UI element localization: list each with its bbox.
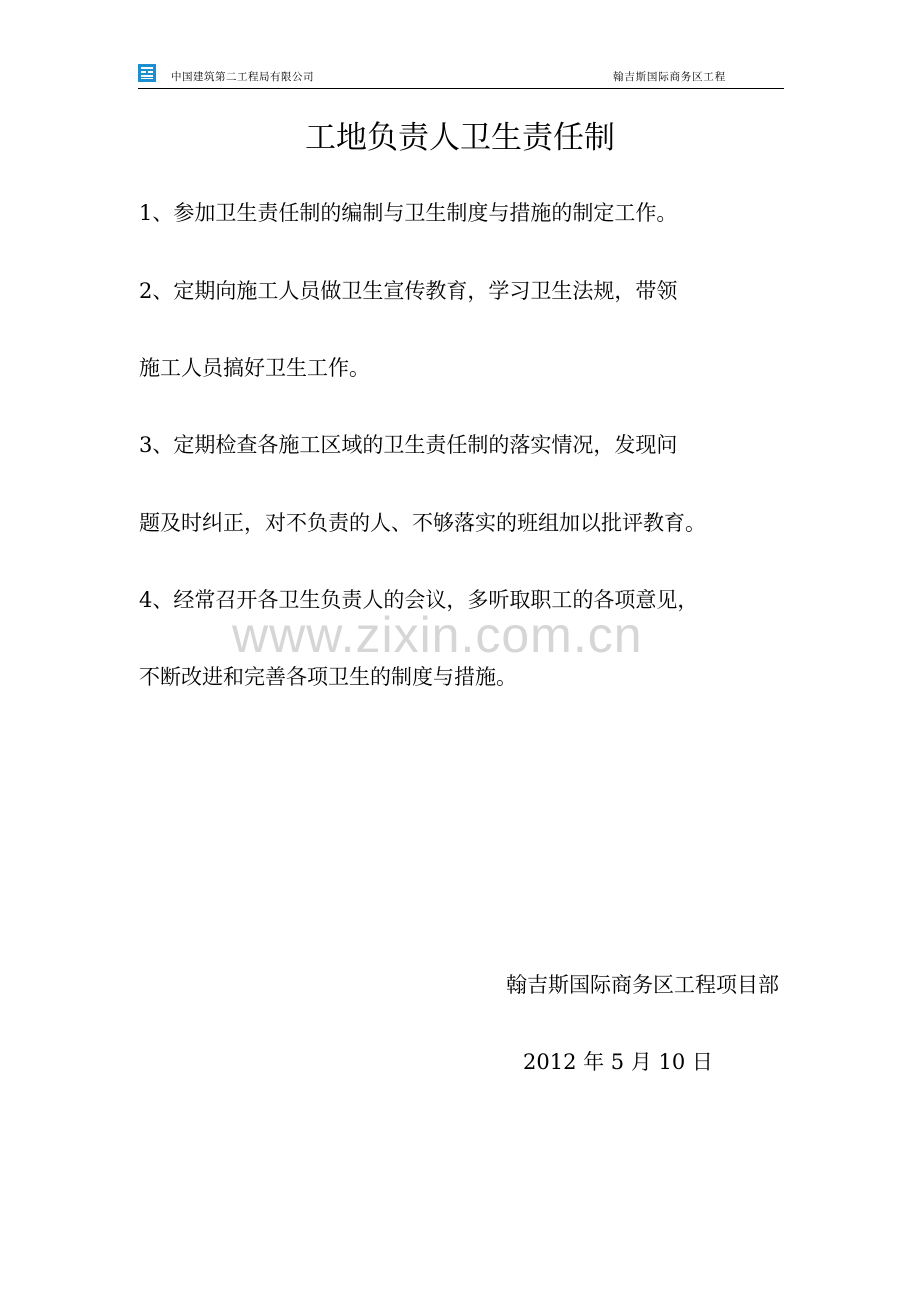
item-line [139,353,370,383]
item-number: 3 [139,433,153,457]
item-text: 、定期向施工人员做卫生宣传教育，学习卫生法规，带领 [152,279,678,303]
item-text: 、定期检查各施工区域的卫生责任制的落实情况，发现问 [152,433,678,457]
item-line [139,508,706,538]
item-line [139,662,517,692]
item-number: 2 [139,279,153,303]
item-text: 题及时纠正，对不负责的人、不够落实的班组加以批评教育。 [139,511,706,535]
item-number: 1 [139,201,153,225]
item-line [139,198,677,228]
header-project-name: 翰吉斯国际商务区工程 [613,71,726,83]
watermark: www.zixin.com.cn [232,607,643,663]
item-line [139,430,677,460]
item-text: 不断改进和完善各项卫生的制度与措施。 [139,665,517,689]
item-line [139,276,677,306]
item-text: 施工人员搞好卫生工作。 [139,356,370,380]
item-text: 、经常召开各卫生负责人的会议，多听取职工的各项意见， [152,588,699,612]
page-header [138,64,784,89]
item-number: 4 [139,588,153,612]
item-text: 、参加卫生责任制的编制与卫生制度与措施的制定工作。 [152,201,678,225]
signature-date: 2012 年 5 月 10 日 [523,1050,713,1074]
document-title: 工地负责人卫生责任制 [305,120,615,156]
company-name: 中国建筑第二工程局有限公司 [171,71,314,83]
signature-organization: 翰吉斯国际商务区工程项目部 [506,973,779,997]
company-logo-icon [138,64,156,82]
